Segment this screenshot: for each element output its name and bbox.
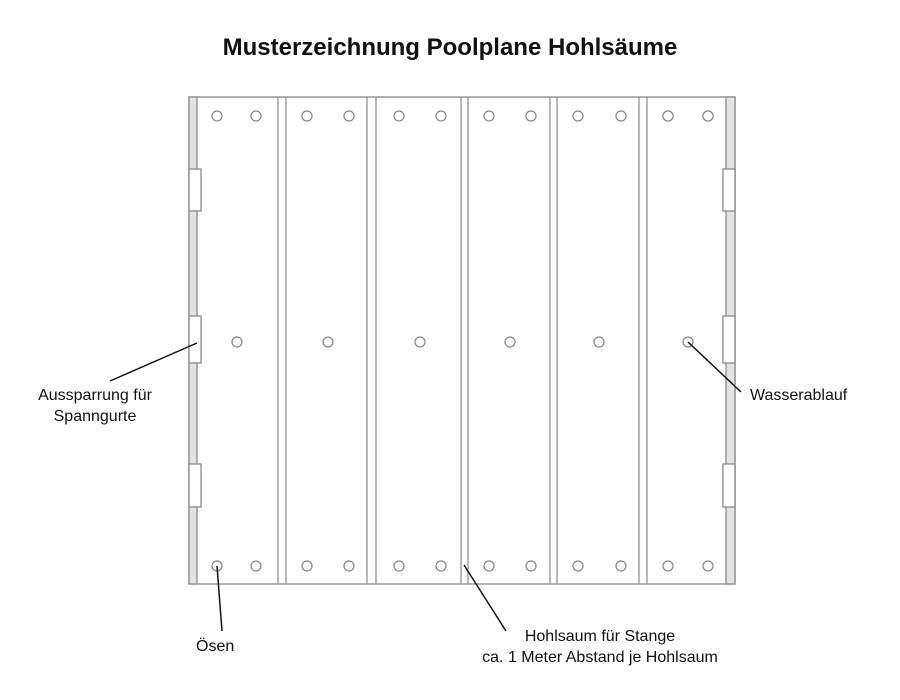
grommet-icon: [212, 111, 222, 121]
label-hollow-hem-line1: Hohlsaum für Stange: [524, 628, 676, 645]
grommet-icon: [302, 561, 312, 571]
grommet-icon: [573, 561, 583, 571]
grommet-icon: [703, 561, 713, 571]
grommet-icon: [663, 111, 673, 121]
pool-cover-outline: [189, 97, 735, 584]
grommet-icon: [436, 111, 446, 121]
grommet-icon: [251, 561, 261, 571]
strap-cutout-left-top: [189, 169, 201, 211]
grommet-icon: [616, 111, 626, 121]
grommet-icon: [573, 111, 583, 121]
grommet-icon: [344, 111, 354, 121]
label-hollow-hem: [440, 626, 760, 668]
grommet-icon: [436, 561, 446, 571]
grommet-icon: [616, 561, 626, 571]
strap-cutout-left-middle: [189, 316, 201, 363]
strap-cutout-right-bottom: [723, 464, 735, 507]
strap-cutout-left-bottom: [189, 464, 201, 507]
label-water-drain: Wasserablauf: [750, 387, 848, 404]
cover-frame: [189, 97, 735, 584]
grommet-icon: [344, 561, 354, 571]
label-strap-cutout: [20, 385, 170, 427]
label-hollow-hem-line2: ca. 1 Meter Abstand je Hohlsaum: [482, 649, 718, 666]
drain-icon: [232, 337, 242, 347]
grommet-icon: [526, 561, 536, 571]
grommet-icon: [526, 111, 536, 121]
leader-aussparrung: [110, 343, 197, 381]
grommet-icon: [394, 111, 404, 121]
strap-cutout-right-top: [723, 169, 735, 211]
grommet-icon: [251, 111, 261, 121]
drain-icon: [594, 337, 604, 347]
label-strap-cutout-line1: Aussparrung für: [38, 387, 152, 404]
grommet-icon: [484, 111, 494, 121]
drain-icon: [415, 337, 425, 347]
grommet-icon: [302, 111, 312, 121]
grommet-icon: [484, 561, 494, 571]
diagram-title: Musterzeichnung Poolplane Hohlsäume: [222, 34, 678, 61]
grommet-icon: [394, 561, 404, 571]
grommet-icon: [663, 561, 673, 571]
label-grommets: Ösen: [196, 638, 235, 655]
grommet-icon: [703, 111, 713, 121]
drain-icon: [505, 337, 515, 347]
drain-icon: [323, 337, 333, 347]
label-strap-cutout-line2: Spanngurte: [53, 408, 137, 425]
strap-cutout-right-middle: [723, 316, 735, 363]
